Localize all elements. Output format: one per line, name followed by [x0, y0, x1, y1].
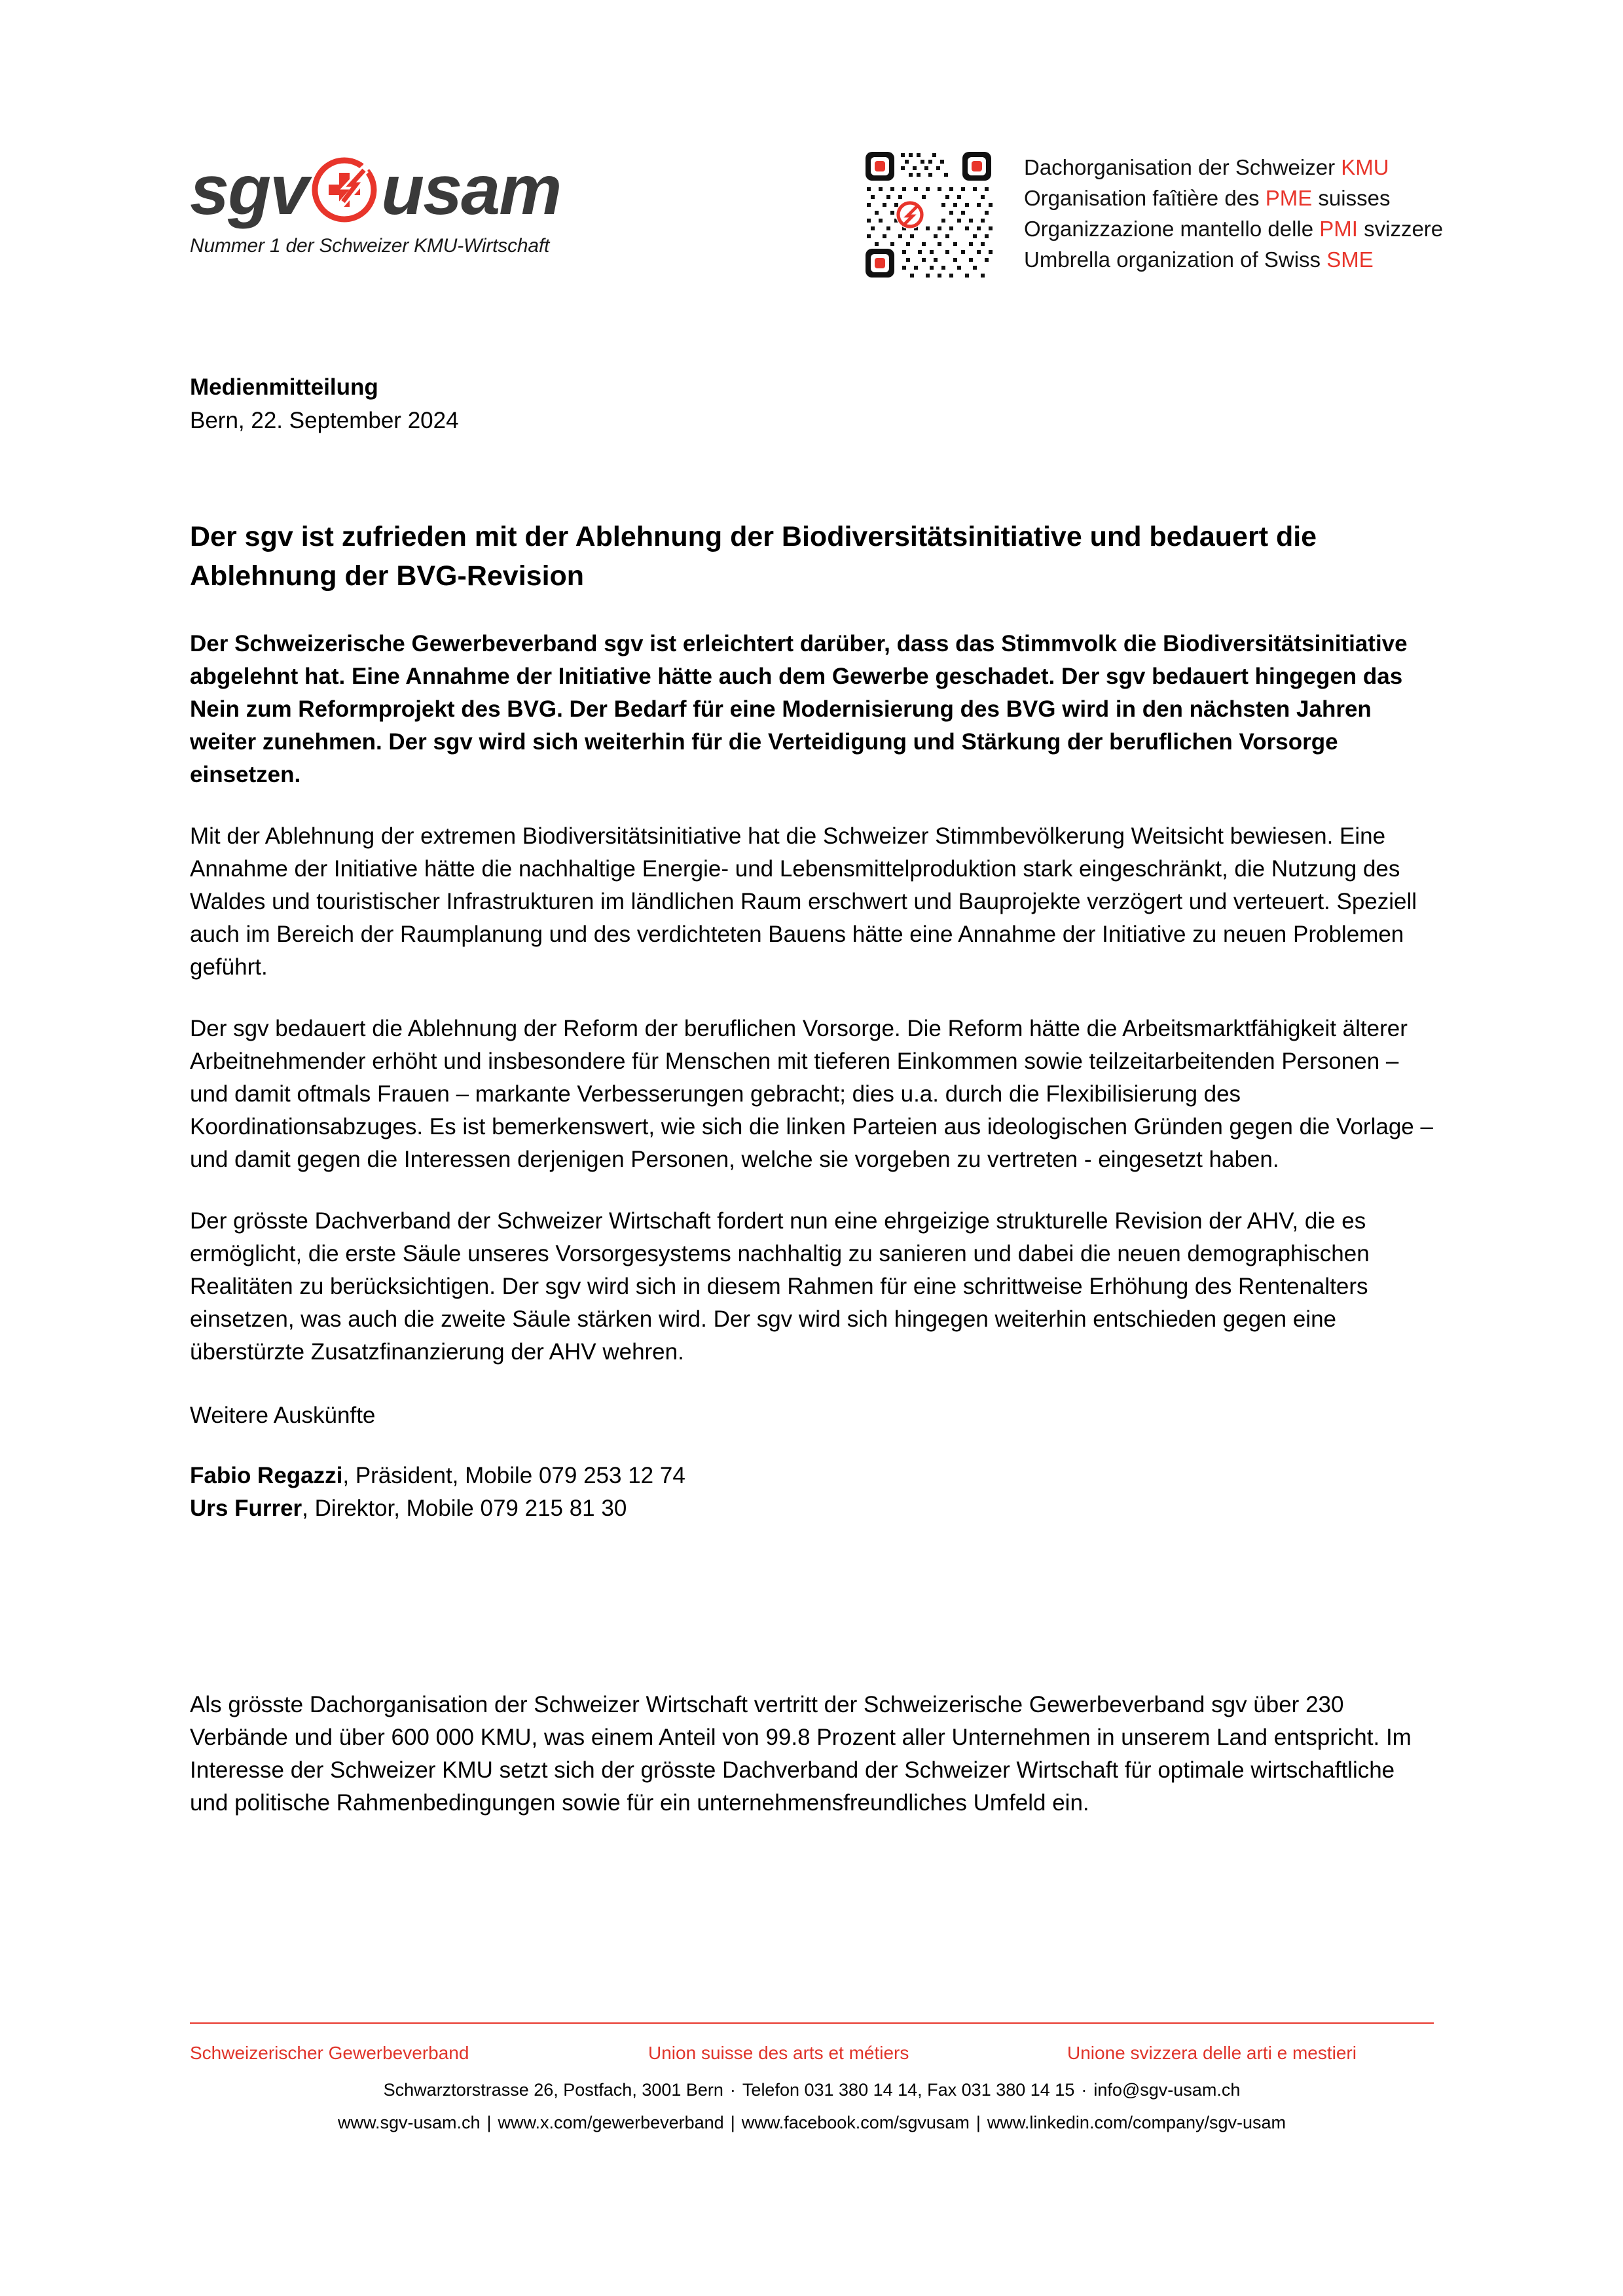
organization-taglines: [1024, 149, 1443, 275]
footer-link-separator: |: [976, 2113, 981, 2132]
footer-link-linkedin[interactable]: www.linkedin.com/company/sgv-usam: [987, 2113, 1286, 2132]
sgv-usam-logo: [190, 150, 596, 257]
org-tagline-it: Organizzazione mantello delle PMI svizzere: [1024, 217, 1444, 241]
qr-code-icon: [863, 149, 994, 280]
contact-director: [190, 1492, 1434, 1525]
contact-name: Fabio Regazzi: [190, 1463, 343, 1488]
contact-list: [190, 1460, 1434, 1525]
body-paragraph-3: Der grösste Dachverband der Schweizer Wirtschaft fordert nun eine ehrgeizige strukturelle Revision der AHV, die es ermöglicht, die erste Säule unseres Vorsorgesystems nachhaltig zu sanieren und dabei die neuen demographischen Realitäten zu berücksichtigen. Der sgv wird sich in diesem Rahmen für eine schrittweise Erhöhung des Rentenalters einsetzen, was auch die zweite Säule stärken wird. Der sgv wird sich hingegen weiterhin entschieden gegen eine überstürzte Zusatzfinanzierung der AHV wehren.: [190, 1208, 1370, 1365]
footer-separator: ·: [729, 2080, 736, 2100]
footer-email[interactable]: info@sgv-usam.ch: [1093, 2080, 1241, 2100]
logo-word-sgv: sgv: [190, 150, 308, 229]
footer-link-facebook[interactable]: www.facebook.com/sgvusam: [741, 2113, 970, 2132]
contact-details: , Präsident, Mobile 079 253 12 74: [342, 1463, 685, 1488]
body-paragraph-2: Der sgv bedauert die Ablehnung der Reform der beruflichen Vorsorge. Die Reform hätte die Arbeitsmarktfähigkeit älterer Arbeitnehmender erhöht und insbesondere für Menschen mit tieferen Einkommen sowie teilzeitarbeitenden Personen – und damit oftmals Frauen – markante Verbesserungen gebracht; dies u.a. durch die Flexibilisierung des Koordinationsabzuges. Es ist bemerkenswert, wie sich die linken Parteien aus ideologischen Gründen gegen die Vorlage – und damit gegen die Interessen derjenigen Personen, welche sie vorgeben zu vertreten - eingesetzt haben.: [190, 1016, 1433, 1172]
lead-paragraph: Der Schweizerische Gewerbeverband sgv ist erleichtert darüber, dass das Stimmvolk die Biodiversitätsinitiative abgelehnt hat. Eine Annahme der Initiative hätte auch dem Gewerbe geschadet. Der sgv bedauert hingegen das Nein zum Reformprojekt des BVG. Der Bedarf für eine Modernisierung des BVG wird in den nächsten Jahren weiter zunehmen. Der sgv wird sich weiterhin für die Verteidigung und Stärkung der beruflichen Vorsorge einsetzen.: [190, 631, 1408, 787]
footer-street-address: Schwarztorstrasse 26, Postfach, 3001 Bern: [383, 2080, 723, 2100]
footer-address-line: [190, 2077, 1434, 2102]
footer-phone: Telefon 031 380 14 14, Fax 031 380 14 15: [742, 2080, 1075, 2100]
logo-tagline: Nummer 1 der Schweizer KMU-Wirtschaft: [190, 235, 550, 257]
dateline: Bern, 22. September 2024: [190, 408, 459, 433]
swiss-cross-circle-icon: [310, 156, 378, 224]
body-paragraph-1: Mit der Ablehnung der extremen Biodiversitätsinitiative hat die Schweizer Stimmbevölkerung Weitsicht bewiesen. Eine Annahme der Initiative hätte die nachhaltige Energie- und Lebensmittelproduktion stark eingeschränkt, die Nutzung des Waldes und touristischer Infrastrukturen im ländlichen Raum erschwert und Bauprojekte verzögert und verteuert. Speziell auch im Bereich der Raumplanung und des verdichteten Bauens hätte eine Annahme der Initiative zu neuen Problemen geführt.: [190, 823, 1417, 980]
contact-name: Urs Furrer: [190, 1496, 302, 1521]
footer-organization-names: [190, 2041, 1434, 2066]
footer-link-x[interactable]: www.x.com/gewerbeverband: [498, 2113, 724, 2132]
org-tagline-fr: Organisation faîtière des PME suisses: [1024, 186, 1391, 210]
contact-details: , Direktor, Mobile 079 215 81 30: [302, 1496, 627, 1521]
footer-link-website[interactable]: www.sgv-usam.ch: [337, 2113, 481, 2132]
footer-links-line: [190, 2110, 1434, 2135]
org-tagline-de: Dachorganisation der Schweizer KMU: [1024, 155, 1389, 179]
footer-link-separator: |: [486, 2113, 492, 2132]
document-body: [190, 370, 1434, 1842]
logo-word-usam: usam: [381, 150, 561, 229]
footer-divider: [190, 2022, 1434, 2024]
page-footer: [190, 2022, 1434, 2135]
footer-separator: ·: [1081, 2080, 1087, 2100]
footer-org-fr: Union suisse des arts et métiers: [648, 2043, 909, 2063]
logo-wordmark: [190, 150, 596, 229]
about-boilerplate: Als grösste Dachorganisation der Schweizer Wirtschaft vertritt der Schweizerische Gewerbeverband sgv über 230 Verbände und über 600 000 KMU, was einem Anteil von 99.8 Prozent aller Unternehmen in unserem Land entspricht. Im Interesse der Schweizer KMU setzt sich der grösste Dachverband der Schweizer Wirtschaft für optimale wirtschaftliche und politische Rahmenbedingungen sowie für ein unternehmensfreundliches Umfeld ein.: [190, 1692, 1412, 1816]
masthead: [0, 0, 1623, 308]
document-type-label: Medienmitteilung: [190, 374, 378, 400]
page-title: Der sgv ist zufrieden mit der Ablehnung der Biodiversitätsinitiative und bedauert die Ablehnung der BVG-Revision: [190, 521, 1317, 592]
footer-org-de: Schweizerischer Gewerbeverband: [190, 2043, 469, 2063]
footer-org-it: Unione svizzera delle arti e mestieri: [1067, 2043, 1357, 2063]
org-tagline-en: Umbrella organization of Swiss SME: [1024, 247, 1374, 272]
footer-link-separator: |: [730, 2113, 735, 2132]
contact-president: [190, 1460, 1434, 1492]
organization-identity: [863, 149, 1443, 280]
contact-section-heading: Weitere Auskünfte: [190, 1403, 376, 1428]
